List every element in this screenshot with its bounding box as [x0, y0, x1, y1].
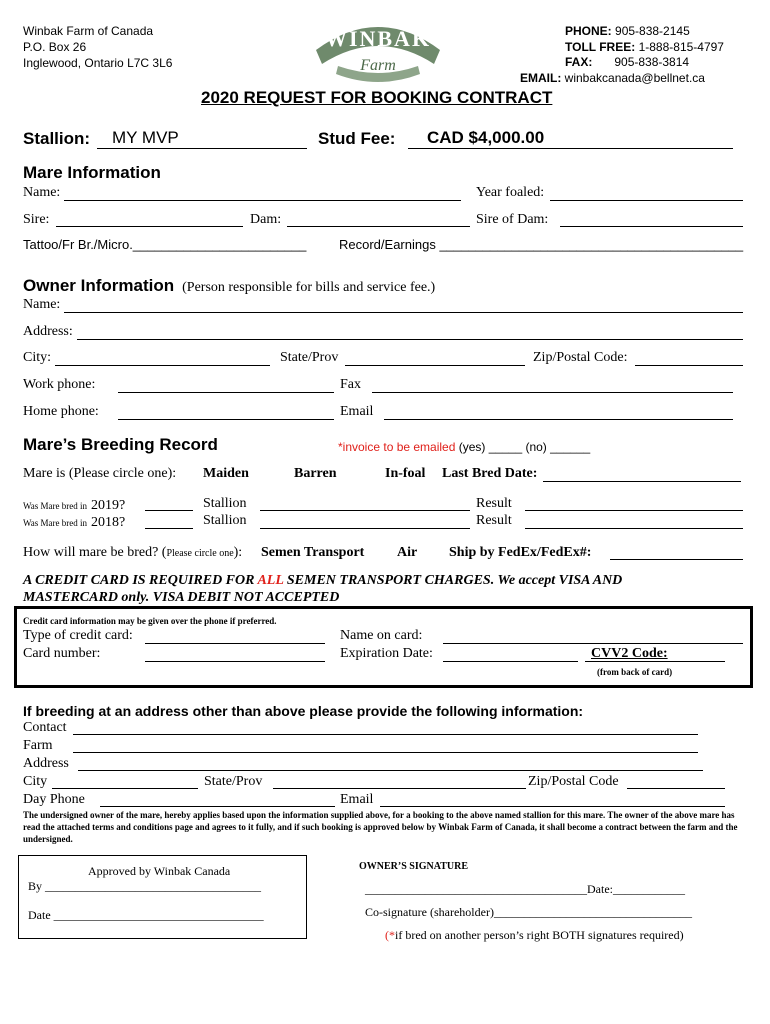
signature-note: (*if bred on another person’s right BOTH signatures required) — [385, 928, 684, 942]
stallion-line — [97, 148, 307, 149]
alt-state-field[interactable] — [273, 788, 526, 789]
approval-by-field[interactable]: By ____________________________________ — [28, 879, 262, 893]
cvv-note: (from back of card) — [597, 667, 673, 677]
alt-farm-label: Farm — [23, 738, 53, 753]
sire-of-dam-field[interactable] — [560, 226, 743, 227]
card-type-label: Type of credit card: — [23, 628, 133, 643]
owner-state-label: State/Prov — [280, 350, 339, 365]
farm-name: Winbak Farm of Canada — [23, 24, 154, 38]
last-bred-label: Last Bred Date: — [442, 466, 538, 481]
mare-name-label: Name: — [23, 185, 61, 200]
option-air[interactable]: Air — [397, 545, 418, 560]
bred-2019-field[interactable] — [145, 510, 193, 511]
year-foaled-label: Year foaled: — [476, 185, 545, 200]
result-2019-label: Result — [476, 496, 512, 511]
page-title: 2020 REQUEST FOR BOOKING CONTRACT — [201, 88, 553, 107]
sire-of-dam-label: Sire of Dam: — [476, 212, 549, 227]
stud-fee-line — [408, 148, 733, 149]
stallion-2018-field[interactable] — [260, 528, 470, 529]
stallion-2019-label: Stallion — [203, 496, 247, 511]
owner-address-label: Address: — [23, 324, 73, 339]
year-foaled-field[interactable] — [550, 200, 743, 201]
owner-address-field[interactable] — [77, 339, 743, 340]
last-bred-field[interactable] — [543, 481, 741, 482]
tattoo-field[interactable]: Tattoo/Fr Br./Micro.________________________ — [23, 237, 307, 252]
stallion-2019-field[interactable] — [260, 510, 470, 511]
alt-address-field[interactable] — [78, 770, 703, 771]
card-number-label: Card number: — [23, 646, 101, 661]
farm-box: P.O. Box 26 — [23, 40, 87, 54]
bred-2019-label: Was Mare bred in 2019? — [23, 498, 126, 513]
invoice-line: *invoice to be emailed (yes) _____ (no) ______ — [338, 440, 591, 454]
stud-fee-label: Stud Fee: — [318, 129, 396, 148]
owner-signature-field[interactable]: _____________________________________Date:____________ — [365, 882, 685, 896]
alt-phone-label: Day Phone — [23, 792, 85, 807]
expiration-field[interactable] — [443, 661, 578, 662]
cvv-field[interactable] — [585, 661, 725, 662]
card-name-field[interactable] — [443, 643, 743, 644]
bred-2018-field[interactable] — [145, 528, 193, 529]
mare-name-field[interactable] — [64, 200, 461, 201]
alt-email-label: Email — [340, 792, 374, 807]
cosignature-field[interactable]: Co-signature (shareholder)_________________________________ — [365, 905, 692, 919]
dam-field[interactable] — [287, 226, 470, 227]
tollfree-line: TOLL FREE: 1-888-815-4797 — [565, 40, 724, 54]
record-field[interactable]: Record/Earnings __________________________________________ — [339, 237, 744, 252]
farm-city: Inglewood, Ontario L7C 3L6 — [23, 56, 173, 70]
option-maiden[interactable]: Maiden — [203, 466, 249, 481]
owner-zip-label: Zip/Postal Code: — [533, 350, 628, 365]
svg-text:WINBAK: WINBAK — [324, 26, 432, 51]
dam-label: Dam: — [250, 212, 282, 227]
work-phone-field[interactable] — [118, 392, 334, 393]
alt-address-heading: If breeding at an address other than above please provide the following information: — [23, 703, 584, 719]
breeding-heading: Mare’s Breeding Record — [23, 435, 218, 454]
option-barren[interactable]: Barren — [294, 466, 337, 481]
stallion-2018-label: Stallion — [203, 513, 247, 528]
alt-address-label: Address — [23, 756, 69, 771]
card-name-label: Name on card: — [340, 628, 423, 643]
home-phone-field[interactable] — [118, 419, 334, 420]
cvv-label: CVV2 Code: — [591, 646, 668, 661]
work-phone-label: Work phone: — [23, 377, 96, 392]
mare-info-heading: Mare Information — [23, 163, 161, 182]
alt-farm-field[interactable] — [73, 752, 698, 753]
owner-name-field[interactable] — [64, 312, 743, 313]
circle-label: Mare is (Please circle one): — [23, 466, 177, 481]
phone-note: Credit card information may be given over the phone if preferred. — [23, 616, 277, 626]
stallion-label: Stallion: — [23, 129, 91, 148]
owner-zip-field[interactable] — [635, 365, 743, 366]
home-phone-label: Home phone: — [23, 404, 99, 419]
card-type-field[interactable] — [145, 643, 325, 644]
owner-signature-heading: OWNER’S SIGNATURE — [359, 861, 468, 872]
alt-state-label: State/Prov — [204, 774, 263, 789]
option-semen-transport[interactable]: Semen Transport — [261, 545, 365, 560]
credit-requirement-line2: MASTERCARD only. VISA DEBIT NOT ACCEPTED — [23, 590, 340, 605]
alt-zip-field[interactable] — [627, 788, 725, 789]
fax-line: FAX: 905-838-3814 — [565, 55, 690, 69]
alt-phone-field[interactable] — [100, 806, 335, 807]
stud-fee-value[interactable]: CAD $4,000.00 — [427, 128, 545, 147]
owner-city-field[interactable] — [55, 365, 270, 366]
result-2019-field[interactable] — [525, 510, 743, 511]
alt-city-field[interactable] — [52, 788, 198, 789]
credit-requirement-line1: A CREDIT CARD IS REQUIRED FOR ALL SEMEN TRANSPORT CHARGES. We accept VISA AND — [23, 573, 623, 588]
fedex-number-field[interactable] — [610, 559, 743, 560]
email-line: EMAIL: winbakcanada@bellnet.ca — [520, 71, 705, 85]
option-ship-fedex[interactable]: Ship by FedEx/FedEx#: — [449, 545, 592, 560]
option-infoal[interactable]: In-foal — [385, 466, 426, 481]
sire-label: Sire: — [23, 212, 50, 227]
owner-name-label: Name: — [23, 297, 61, 312]
owner-city-label: City: — [23, 350, 52, 365]
agreement-text: The undersigned owner of the mare, hereby applies based upon the information supplied above, for a booking to the above named stallion for this mare. The owner of the above mare has read the attached terms and conditions page and agrees to it fully, and if such booking is approved below by Winbak Farm of Canada, it shall become a contract between the farm and the undersigned. — [23, 810, 738, 844]
owner-email-label: Email — [340, 404, 374, 419]
owner-email-field[interactable] — [384, 419, 733, 420]
stallion-value[interactable]: MY MVP — [112, 128, 179, 147]
owner-fax-field[interactable] — [372, 392, 733, 393]
result-2018-field[interactable] — [525, 528, 743, 529]
result-2018-label: Result — [476, 513, 512, 528]
bred-2018-label: Was Mare bred in 2018? — [23, 515, 126, 530]
approval-date-field[interactable]: Date ___________________________________ — [28, 908, 264, 922]
owner-state-field[interactable] — [345, 365, 525, 366]
svg-text:Farm: Farm — [360, 57, 396, 74]
sire-field[interactable] — [56, 226, 243, 227]
phone-line: PHONE: 905-838-2145 — [565, 24, 690, 38]
expiration-label: Expiration Date: — [340, 646, 433, 661]
owner-heading: Owner Information (Person responsible for bills and service fee.) — [23, 276, 436, 295]
card-number-field[interactable] — [145, 661, 325, 662]
owner-fax-label: Fax — [340, 377, 361, 392]
alt-contact-label: Contact — [23, 720, 67, 735]
how-bred-label: How will mare be bred? (Please circle one): — [23, 545, 243, 560]
alt-city-label: City — [23, 774, 48, 789]
approval-title: Approved by Winbak Canada — [88, 864, 231, 878]
alt-zip-label: Zip/Postal Code — [528, 774, 619, 789]
alt-email-field[interactable] — [380, 806, 725, 807]
alt-contact-field[interactable] — [73, 734, 698, 735]
winbak-logo — [308, 10, 448, 86]
